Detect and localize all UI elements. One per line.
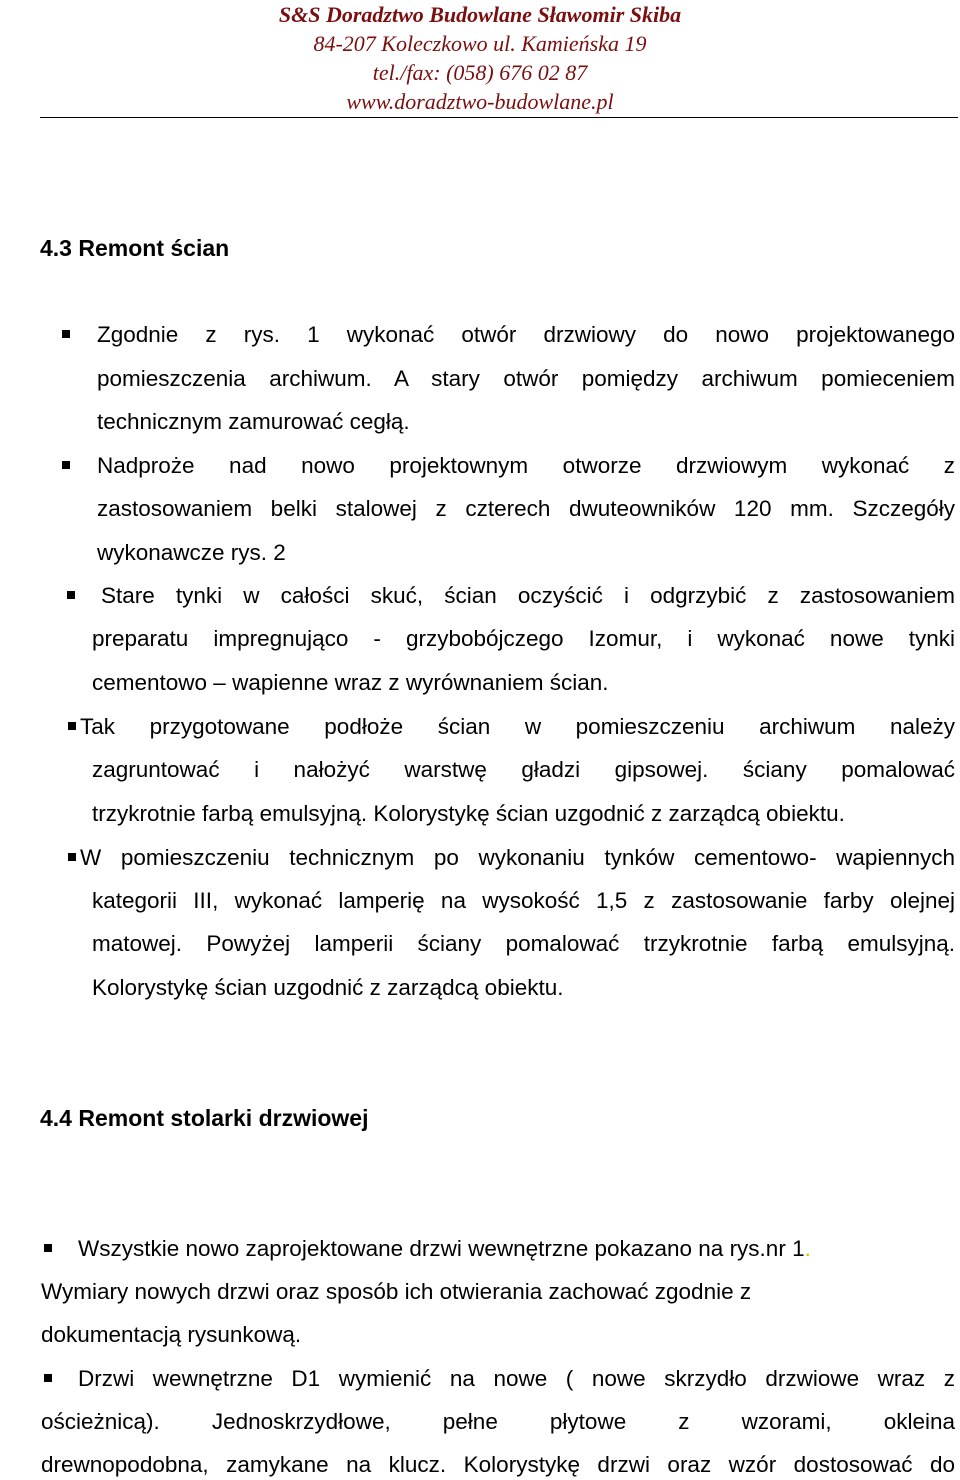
- section-heading-4-3: 4.3 Remont ścian: [40, 235, 230, 261]
- paragraph-line: cementowo – wapienne wraz z wyrównaniem ścian.: [92, 670, 609, 695]
- paragraph-line: ościeżnicą). Jednoskrzydłowe, pełne płytowe z wzorami, okleina: [41, 1409, 955, 1434]
- bullet-marker: [44, 1244, 52, 1252]
- paragraph-line: Zgodnie z rys. 1 wykonać otwór drzwiowy do nowo projektowanego: [97, 322, 955, 347]
- paragraph-line: pomieszczenia archiwum. A stary otwór pomiędzy archiwum pomieceniem: [97, 366, 955, 391]
- paragraph-line: drewnopodobna, zamykane na klucz. Kolorystykę drzwi oraz wzór dostosować do: [41, 1452, 955, 1477]
- paragraph-line: preparatu impregnująco - grzybobójczego Izomur, i wykonać nowe tynki: [92, 626, 955, 651]
- header-divider: [40, 117, 958, 118]
- paragraph-line: trzykrotnie farbą emulsyjną. Kolorystykę ścian uzgodnić z zarządcą obiektu.: [92, 801, 845, 826]
- bullet-marker: [62, 330, 70, 338]
- bullet-marker: [68, 722, 76, 730]
- company-website[interactable]: www.doradztwo-budowlane.pl: [346, 89, 614, 114]
- company-address: 84-207 Koleczkowo ul. Kamieńska 19: [313, 31, 647, 56]
- paragraph-line: [78, 1234, 811, 1264]
- paragraph-line: Drzwi wewnętrzne D1 wymienić na nowe ( nowe skrzydło drzwiowe wraz z: [78, 1366, 955, 1391]
- paragraph-line: Kolorystykę ścian uzgodnić z zarządcą obiektu.: [92, 975, 564, 1000]
- company-phone: tel./fax: (058) 676 02 87: [372, 60, 588, 85]
- paragraph-line: Wymiary nowych drzwi oraz sposób ich otwierania zachować zgodnie z: [41, 1279, 752, 1304]
- paragraph-line: Tak przygotowane podłoże ścian w pomieszczeniu archiwum należy: [80, 714, 955, 739]
- paragraph-line: W pomieszczeniu technicznym po wykonaniu tynków cementowo- wapiennych: [80, 845, 955, 870]
- paragraph-line: kategorii III, wykonać lamperię na wysokość 1,5 z zastosowanie farby olejnej: [92, 888, 955, 913]
- paragraph-line: zagruntować i nałożyć warstwę gładzi gipsowej. ściany pomalować: [92, 757, 955, 782]
- company-name: S&S Doradztwo Budowlane Sławomir Skiba: [278, 2, 682, 27]
- letterhead: [0, 0, 960, 116]
- paragraph-line: dokumentacją rysunkową.: [41, 1322, 302, 1347]
- bullet-marker: [62, 461, 70, 469]
- paragraph-line: zastosowaniem belki stalowej z czterech dwuteowników 120 mm. Szczegóły: [97, 496, 955, 521]
- paragraph-line-text: Wszystkie nowo zaprojektowane drzwi wewnętrzne pokazano na rys.nr 1: [78, 1236, 805, 1261]
- paragraph-line: matowej. Powyżej lamperii ściany pomalować trzykrotnie farbą emulsyjną.: [92, 931, 955, 956]
- paragraph-line: Nadproże nad nowo projektownym otworze drzwiowym wykonać z: [97, 453, 955, 478]
- highlighted-period: .: [804, 1236, 811, 1261]
- bullet-marker: [67, 591, 75, 599]
- bullet-marker: [68, 853, 76, 861]
- paragraph-line: technicznym zamurować cegłą.: [97, 409, 410, 434]
- paragraph-line: wykonawcze rys. 2: [97, 540, 286, 565]
- section-heading-4-4: 4.4 Remont stolarki drzwiowej: [40, 1105, 369, 1131]
- paragraph-line: Stare tynki w całości skuć, ścian oczyścić i odgrzybić z zastosowaniem: [101, 583, 955, 608]
- bullet-marker: [44, 1374, 52, 1382]
